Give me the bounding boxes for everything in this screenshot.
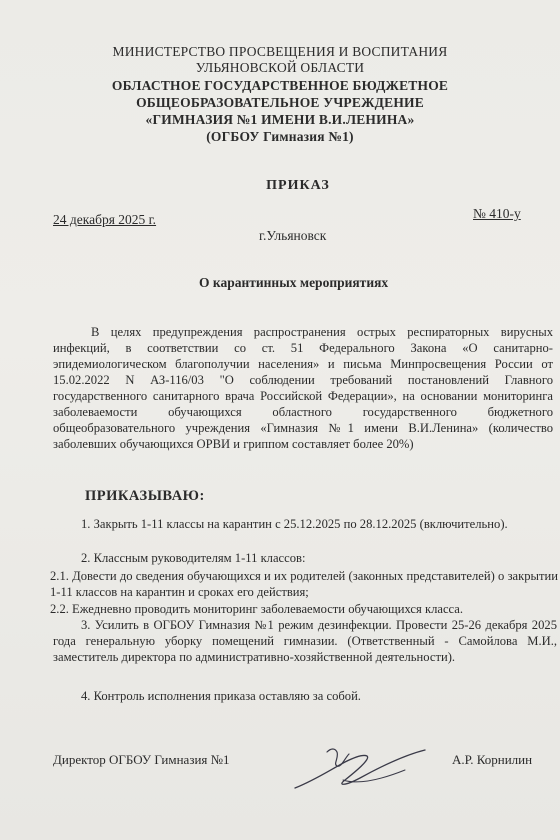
order-item-2-2: 2.2. Ежедневно проводить мониторинг заболеваемости обучающихся класса.	[50, 602, 464, 616]
order-item-2: 2. Классным руководителям 1-11 классов:	[81, 551, 306, 565]
handwritten-signature	[285, 740, 435, 800]
document-number: № 410-у	[473, 206, 521, 221]
institution-short-name: (ОГБОУ Гимназия №1)	[206, 129, 354, 144]
document-title: ПРИКАЗ	[266, 178, 330, 193]
preamble-paragraph: В целях предупреждения распространения острых респираторных вирусных инфекций, в соответствии со ст. 51 Федерального Закона «О санитарно-эпидемиологическом благополучии населения» и письма Минпросвещения России от 15.02.2022 N АЗ-116/03 "О соблюдении требований постановлений Главного государственного санитарного врача Российской Федерации», на основании мониторинга заболеваемости обучающихся областного государственного бюджетного общеобразовательного учреждения «Гимназия №1 имени В.И.Ленина» (количество заболевших обучающихся ОРВИ и гриппом составляет более 20%)	[53, 325, 553, 451]
document-subject: О карантинных мероприятиях	[199, 275, 389, 290]
order-item-2-1: 2.1. Довести до сведения обучающихся и их родителей (законных представителей) о закрытии 1-11 классов на карантин и сроках его действия;	[50, 569, 558, 599]
order-item-4: 4. Контроль исполнения приказа оставляю за собой.	[81, 689, 361, 703]
order-item-1: 1. Закрыть 1-11 классы на карантин с 25.12.2025 по 28.12.2025 (включительно).	[81, 517, 508, 531]
order-item-3: 3. Усилить в ОГБОУ Гимназия №1 режим дезинфекции. Провести 25-26 декабря 2025 года генеральную уборку помещений гимназии. (Ответственный - Самойлова М.И., заместитель директора по административно-хозяйственной деятельности).	[53, 618, 557, 664]
institution-type: ОБЛАСТНОЕ ГОСУДАРСТВЕННОЕ БЮДЖЕТНОЕ	[111, 78, 449, 93]
institution-type-2: ОБЩЕОБРАЗОВАТЕЛЬНОЕ УЧРЕЖДЕНИЕ	[136, 95, 424, 110]
signer-position: Директор ОГБОУ Гимназия №1	[53, 752, 230, 767]
ministry-name: МИНИСТЕРСТВО ПРОСВЕЩЕНИЯ И ВОСПИТАНИЯ	[112, 44, 448, 59]
document-date: 24 декабря 2025 г.	[53, 212, 157, 227]
signer-name: А.Р. Корнилин	[452, 752, 533, 767]
order-heading: ПРИКАЗЫВАЮ:	[85, 488, 205, 504]
institution-name: «ГИМНАЗИЯ №1 ИМЕНИ В.И.ЛЕНИНА»	[145, 112, 415, 127]
region-name: УЛЬЯНОВСКОЙ ОБЛАСТИ	[195, 60, 365, 75]
document-city: г.Ульяновск	[259, 228, 327, 243]
